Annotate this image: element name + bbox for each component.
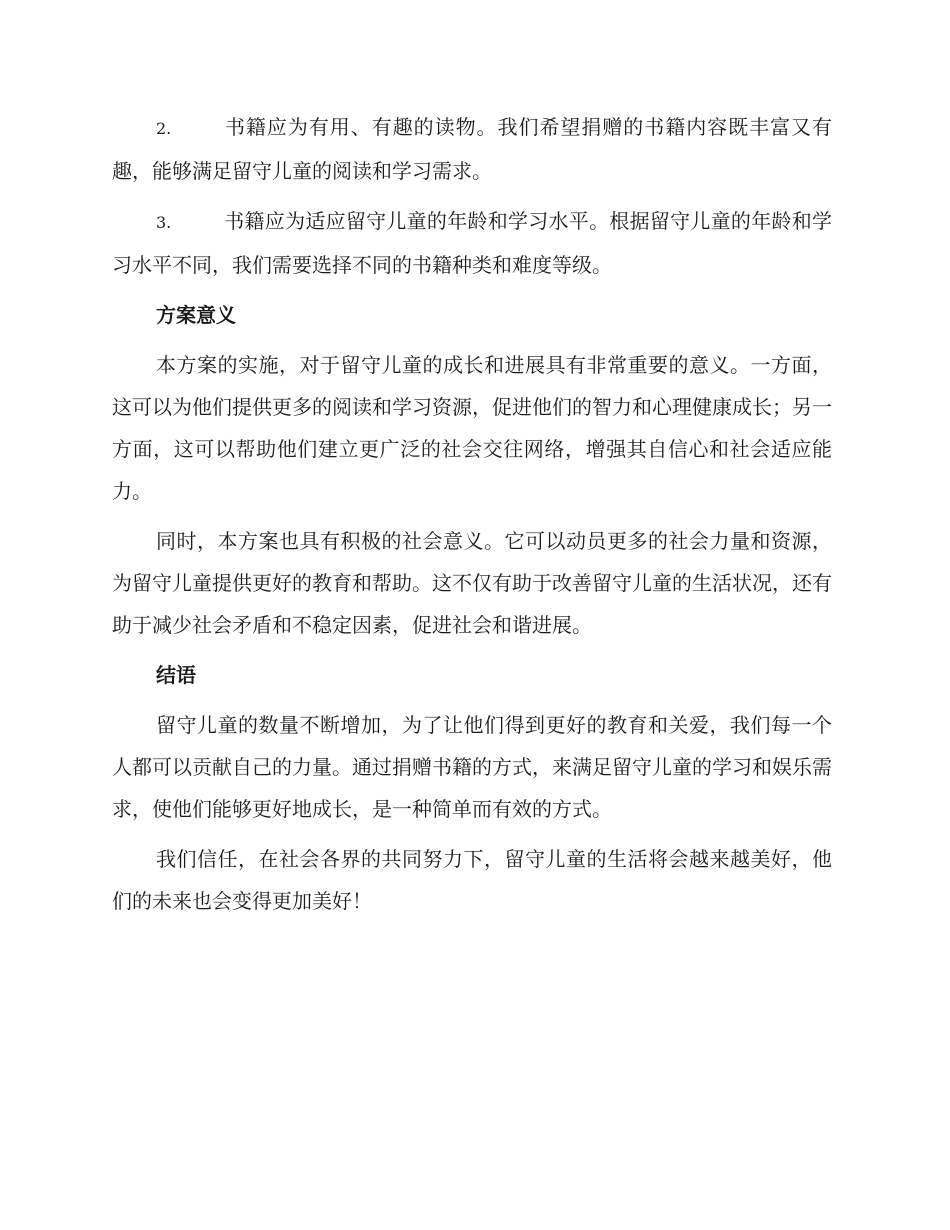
list-item-text: 书籍应为适应留守儿童的年龄和学习水平。根据留守儿童的年龄和学习水平不同，我们需要选择不同的书籍种类和难度等级。 [112, 209, 832, 277]
list-item-number: 2. [156, 119, 172, 138]
document-page [112, 106, 832, 930]
list-item [112, 106, 832, 192]
list-item-number: 3. [156, 213, 172, 232]
paragraph: 留守儿童的数量不断增加，为了让他们得到更好的教育和关爱，我们每一个人都可以贡献自己的力量。通过捐赠书籍的方式，来满足留守儿童的学习和娱乐需求，使他们能够更好地成长，是一种简单而有效的方式。 [112, 713, 832, 821]
list-item-text: 书籍应为有用、有趣的读物。我们希望捐赠的书籍内容既丰富又有趣，能够满足留守儿童的阅读和学习需求。 [112, 115, 832, 183]
paragraph: 我们信任，在社会各界的共同努力下，留守儿童的生活将会越来越美好，他们的未来也会变得更加美好！ [112, 847, 832, 913]
section-heading-significance: 方案意义 [156, 303, 236, 327]
paragraph: 同时，本方案也具有积极的社会意义。它可以动员更多的社会力量和资源，为留守儿童提供更好的教育和帮助。这不仅有助于改善留守儿童的生活状况，还有助于减少社会矛盾和不稳定因素，促进社会和谐进展。 [112, 529, 832, 637]
section-heading-conclusion: 结语 [156, 663, 196, 687]
list-item [112, 200, 832, 286]
paragraph: 本方案的实施，对于留守儿童的成长和进展具有非常重要的意义。一方面，这可以为他们提供更多的阅读和学习资源，促进他们的智力和心理健康成长；另一方面，这可以帮助他们建立更广泛的社会交往网络，增强其自信心和社会适应能力。 [112, 353, 832, 503]
